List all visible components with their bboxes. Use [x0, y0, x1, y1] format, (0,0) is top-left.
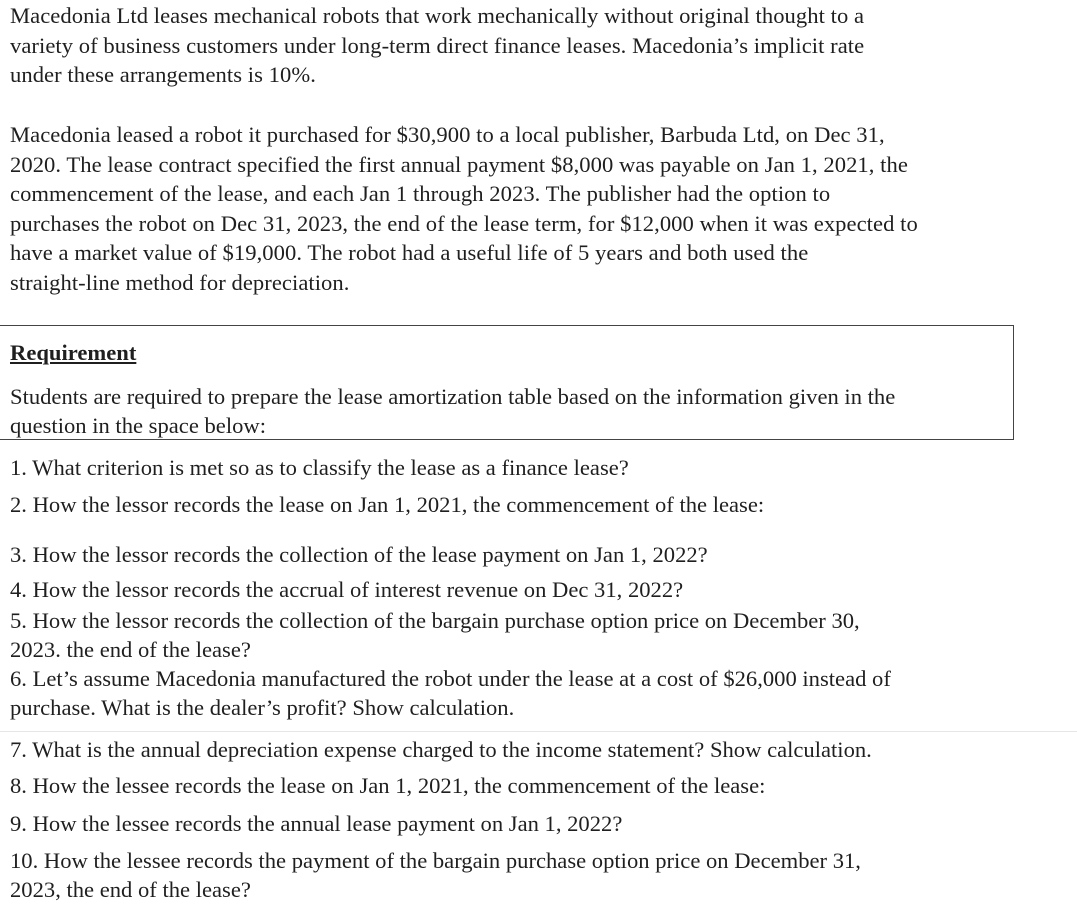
- facts-line: Macedonia leased a robot it purchased for $30,900 to a local publisher, Barbuda Ltd, on Dec 31,: [10, 122, 885, 147]
- question-line: 1. What criterion is met so as to classify the lease as a finance lease?: [10, 455, 629, 480]
- intro-line: variety of business customers under long-term direct finance leases. Macedonia’s implicit rate: [10, 32, 865, 58]
- requirement-heading: Requirement: [10, 340, 137, 365]
- question-4: [10, 575, 1070, 604]
- question-1: [10, 453, 1070, 482]
- facts-paragraph: [10, 120, 1070, 297]
- question-line: 2023, the end of the lease?: [10, 877, 251, 902]
- question-line: 6. Let’s assume Macedonia manufactured the robot under the lease at a cost of $26,000 instead of: [10, 666, 891, 691]
- question-3: [10, 540, 1070, 569]
- question-line: 2023. the end of the lease?: [10, 637, 251, 662]
- question-line: 4. How the lessor records the accrual of interest revenue on Dec 31, 2022?: [10, 577, 684, 602]
- question-10: [10, 846, 1070, 904]
- question-line: 2. How the lessor records the lease on Jan 1, 2021, the commencement of the lease:: [10, 492, 765, 517]
- question-line: 8. How the lessee records the lease on Jan 1, 2021, the commencement of the lease:: [10, 773, 766, 798]
- requirement-line: question in the space below:: [10, 413, 266, 438]
- divider: [0, 731, 1077, 732]
- question-line: 10. How the lessee records the payment of the bargain purchase option price on December 31,: [10, 848, 861, 873]
- question-9: [10, 809, 1070, 838]
- question-line: 3. How the lessor records the collection of the lease payment on Jan 1, 2022?: [10, 542, 708, 567]
- question-2: [10, 490, 1070, 519]
- intro-line: under these arrangements is 10%.: [10, 62, 316, 87]
- question-8: [10, 771, 1070, 800]
- facts-line: straight-line method for depreciation.: [10, 269, 350, 295]
- intro-paragraph: [10, 1, 1070, 90]
- facts-line: have a market value of $19,000. The robot had a useful life of 5 years and both used the: [10, 240, 809, 265]
- requirement-text: [10, 382, 1010, 440]
- requirement-line: Students are required to prepare the lease amortization table based on the information given in the: [10, 384, 896, 409]
- question-line: purchase. What is the dealer’s profit? Show calculation.: [10, 695, 515, 720]
- intro-line: Macedonia Ltd leases mechanical robots that work mechanically without original thought to a: [10, 3, 865, 28]
- facts-line: purchases the robot on Dec 31, 2023, the end of the lease term, for $12,000 when it was expected to: [10, 210, 918, 236]
- question-line: 5. How the lessor records the collection of the bargain purchase option price on December 30,: [10, 608, 860, 633]
- question-line: 7. What is the annual depreciation expense charged to the income statement? Show calculation.: [10, 737, 872, 762]
- question-5: [10, 606, 1070, 664]
- question-line: 9. How the lessee records the annual lease payment on Jan 1, 2022?: [10, 811, 623, 836]
- question-6: [10, 664, 1070, 722]
- facts-line: commencement of the lease, and each Jan 1 through 2023. The publisher had the option to: [10, 181, 831, 206]
- question-7: [10, 735, 1070, 764]
- facts-line: 2020. The lease contract specified the first annual payment $8,000 was payable on Jan 1, 2021, the: [10, 151, 908, 177]
